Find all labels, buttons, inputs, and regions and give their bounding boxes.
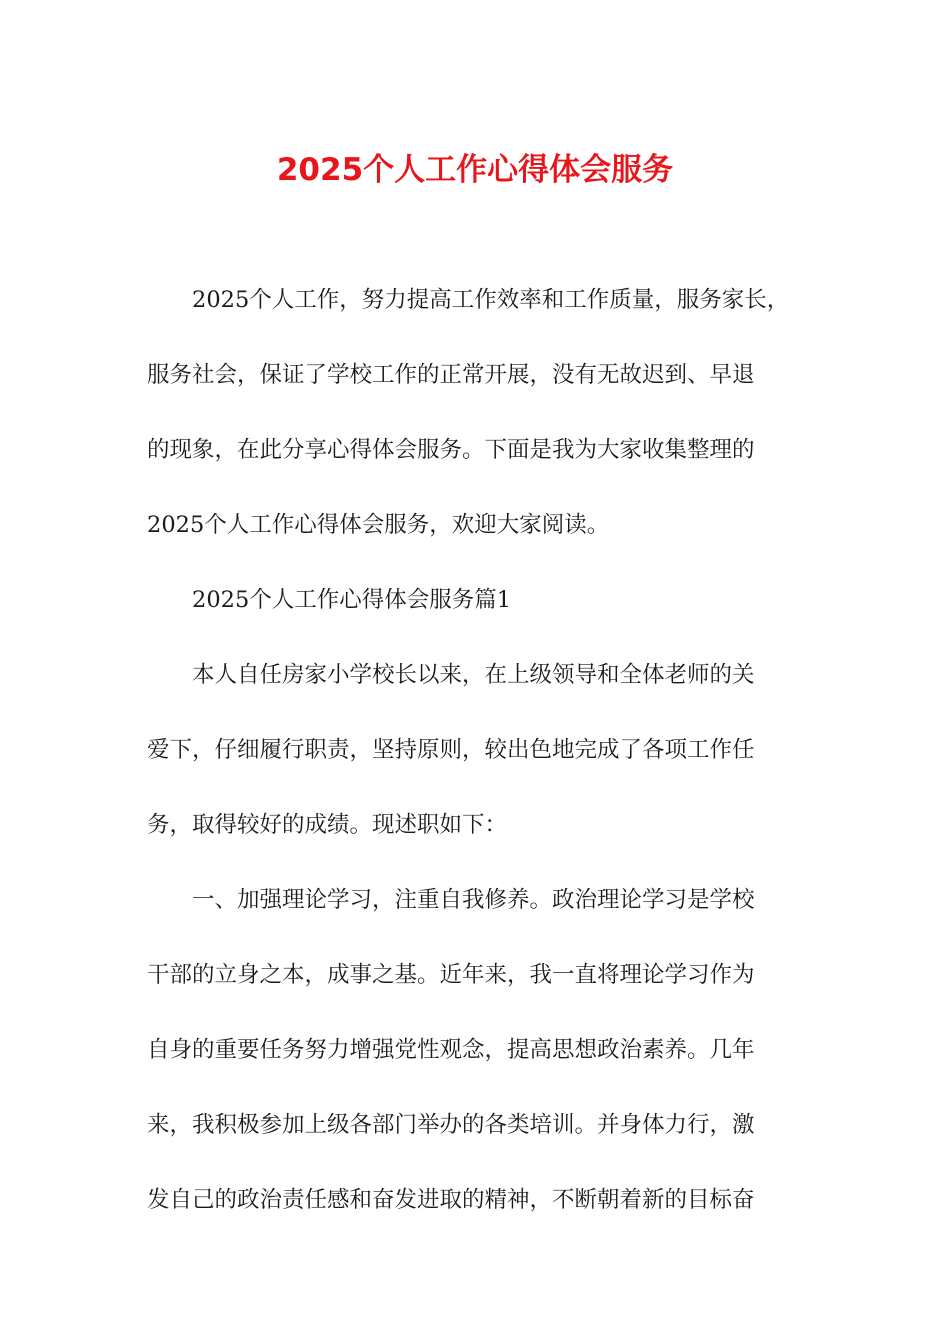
paragraph-line: 一、加强理论学习，注重自我修养。政治理论学习是学校 — [192, 887, 755, 913]
paragraph-line: 发自己的政治责任感和奋发进取的精神，不断朝着新的目标奋 — [147, 1187, 755, 1213]
paragraph-line: 本人自任房家小学校长以来，在上级领导和全体老师的关 — [192, 662, 755, 688]
paragraph-line: 来，我积极参加上级各部门举办的各类培训。并身体力行，激 — [147, 1112, 755, 1138]
paragraph-line: 2025个人工作，努力提高工作效率和工作质量，服务家长， — [192, 287, 790, 313]
paragraph-line: 爱下，仔细履行职责，坚持原则，较出色地完成了各项工作任 — [147, 737, 755, 763]
document-title: 2025个人工作心得体会服务 — [276, 152, 674, 188]
paragraph-line: 自身的重要任务努力增强党性观念，提高思想政治素养。几年 — [147, 1037, 755, 1063]
paragraph-line: 的现象，在此分享心得体会服务。下面是我为大家收集整理的 — [147, 437, 755, 463]
section-heading: 2025个人工作心得体会服务篇1 — [192, 587, 512, 613]
paragraph-line: 2025个人工作心得体会服务，欢迎大家阅读。 — [147, 512, 610, 538]
paragraph-line: 干部的立身之本，成事之基。近年来，我一直将理论学习作为 — [147, 962, 755, 988]
paragraph-line: 务，取得较好的成绩。现述职如下： — [147, 812, 508, 838]
paragraph-line: 服务社会，保证了学校工作的正常开展，没有无故迟到、早退 — [147, 362, 755, 388]
